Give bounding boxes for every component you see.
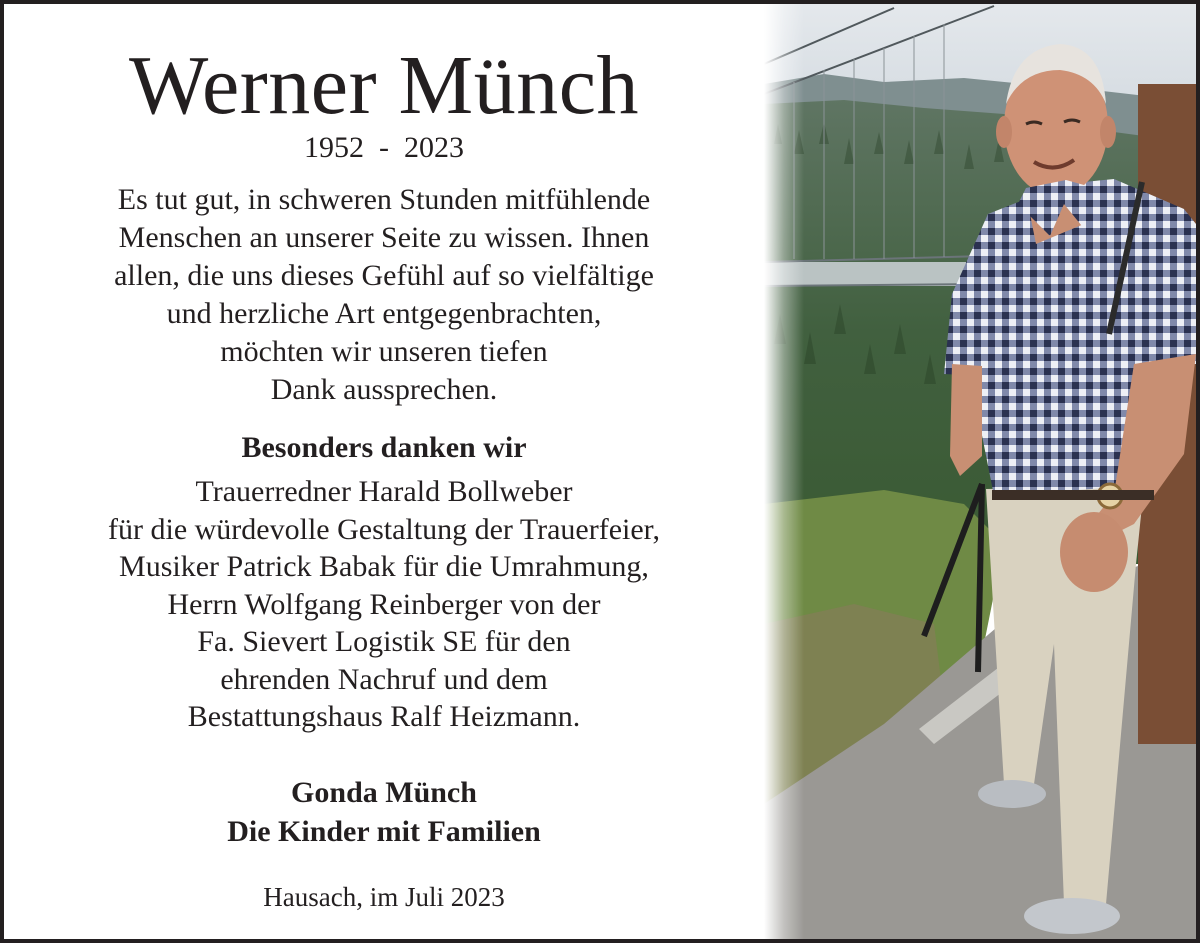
life-years: 1952 - 2023 [304,131,464,164]
thanks-heading: Besonders danken wir [241,431,527,464]
intro-line: Es tut gut, in schweren Stunden mitfühlende [117,183,651,216]
signature-line: Gonda Münch [291,776,477,809]
signature-block [4,773,764,851]
intro-line: Dank aussprechen. [270,373,498,406]
intro-line: und herzliche Art entgegenbrachten, [166,297,602,330]
thanks-paragraph [4,473,764,736]
thanks-line: Herrn Wolfgang Reinberger von der [167,587,601,621]
thanks-line: Trauerredner Harald Bollweber [195,475,573,508]
thanks-line: ehrenden Nachruf und dem [220,662,548,696]
thanks-line: Bestattungshaus Ralf Heizmann. [187,700,581,733]
intro-line: allen, die uns dieses Gefühl auf so vielfältige [114,259,654,292]
thanks-line: Musiker Patrick Babak für die Umrahmung, [119,550,649,583]
text-column [4,4,764,943]
edge-fade [764,4,804,943]
signature-line: Die Kinder mit Familien [227,815,541,848]
deceased-name: Werner Münch [128,39,640,132]
intro-paragraph [4,181,764,409]
thanks-line: Fa. Sievert Logistik SE für den [197,625,571,658]
portrait-photo [764,4,1200,943]
thanks-line: für die würdevolle Gestaltung der Trauerfeier, [108,512,660,546]
place-date: Hausach, im Juli 2023 [263,882,505,912]
intro-line: möchten wir unseren tiefen [220,335,548,368]
intro-line: Menschen an unserer Seite zu wissen. Ihnen [118,221,650,254]
